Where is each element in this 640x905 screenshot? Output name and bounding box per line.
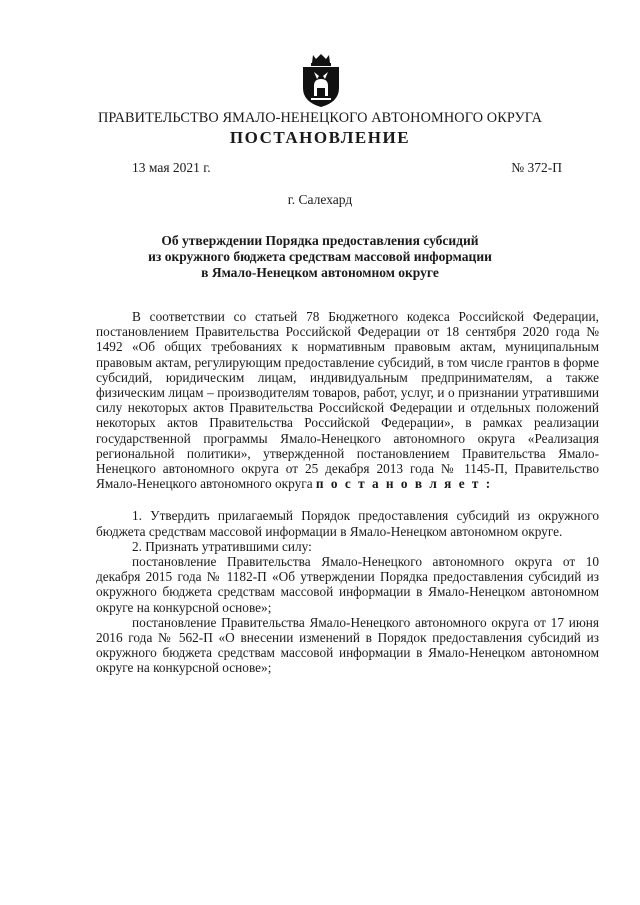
- document-date: 13 мая 2021 г.: [132, 160, 211, 175]
- document-title: [140, 233, 500, 281]
- title-line: в Ямало-Ненецком автономном округе: [201, 265, 439, 280]
- item-paragraph: 1. Утвердить прилагаемый Порядок предоставления субсидий из окружного бюджета средствам массовой информации в Ямало-Ненецком автономном округе.: [96, 508, 599, 539]
- title-line: Об утверждении Порядка предоставления субсидий: [161, 233, 479, 248]
- document-number: № 372-П: [511, 160, 562, 175]
- title-line: из окружного бюджета средствам массовой информации: [148, 249, 492, 264]
- preamble-paragraph: [96, 309, 599, 491]
- preamble-text: В соответствии со статьей 78 Бюджетного кодекса Российской Федерации, постановлением Правительства Российской Федерации от 18 сентября 2020 года № 1492 «Об общих требованиях к нормативным правовым актам, муниципальным правовым актам, регулирующим предоставление субсидий, в том числе грантов в форме субсидий, юридическим лицам, индивидуальным предпринимателям, а также физическим лицам – производителям товаров, работ, услуг, и о признании утратившими силу некоторых актов Правительства Российской Федерации и отдельных положений некоторых актов Правительства Российской Федерации», в рамках реализации государственной программы Ямало-Ненецкого автономного округа «Реализация региональной политики», утвержденной постановлением Правительства Ямало-Ненецкого автономного округа от 25 декабря 2013 года № 1145-П, Правительство Ямало-Ненецкого автономного округа: [96, 309, 599, 492]
- government-name: ПРАВИТЕЛЬСТВО ЯМАЛО-НЕНЕЦКОГО АВТОНОМНОГО ОКРУГА: [97, 110, 543, 126]
- item-paragraph: постановление Правительства Ямало-Ненецкого автономного округа от 17 июня 2016 года № 562-П «О внесении изменений в Порядок предоставления субсидий из окружного бюджета средствам массовой информации в Ямало-Ненецком автономном округе на конкурсной основе»;: [96, 614, 599, 676]
- item-paragraph: постановление Правительства Ямало-Ненецкого автономного округа от 10 декабря 2015 года № 1182-П «Об утверждении Порядка предоставления субсидий из окружного бюджета средствам массовой информации в Ямало-Ненецком автономном округе на конкурсной основе»;: [96, 554, 599, 615]
- item-paragraph: 2. Признать утратившими силу:: [132, 538, 312, 554]
- resolves-word: п о с т а н о в л я е т :: [315, 476, 493, 492]
- document-type: ПОСТАНОВЛЕНИЕ: [229, 128, 411, 147]
- document-body: [96, 309, 599, 676]
- document-city: г. Салехард: [287, 192, 353, 207]
- coat-of-arms-icon: [300, 52, 342, 108]
